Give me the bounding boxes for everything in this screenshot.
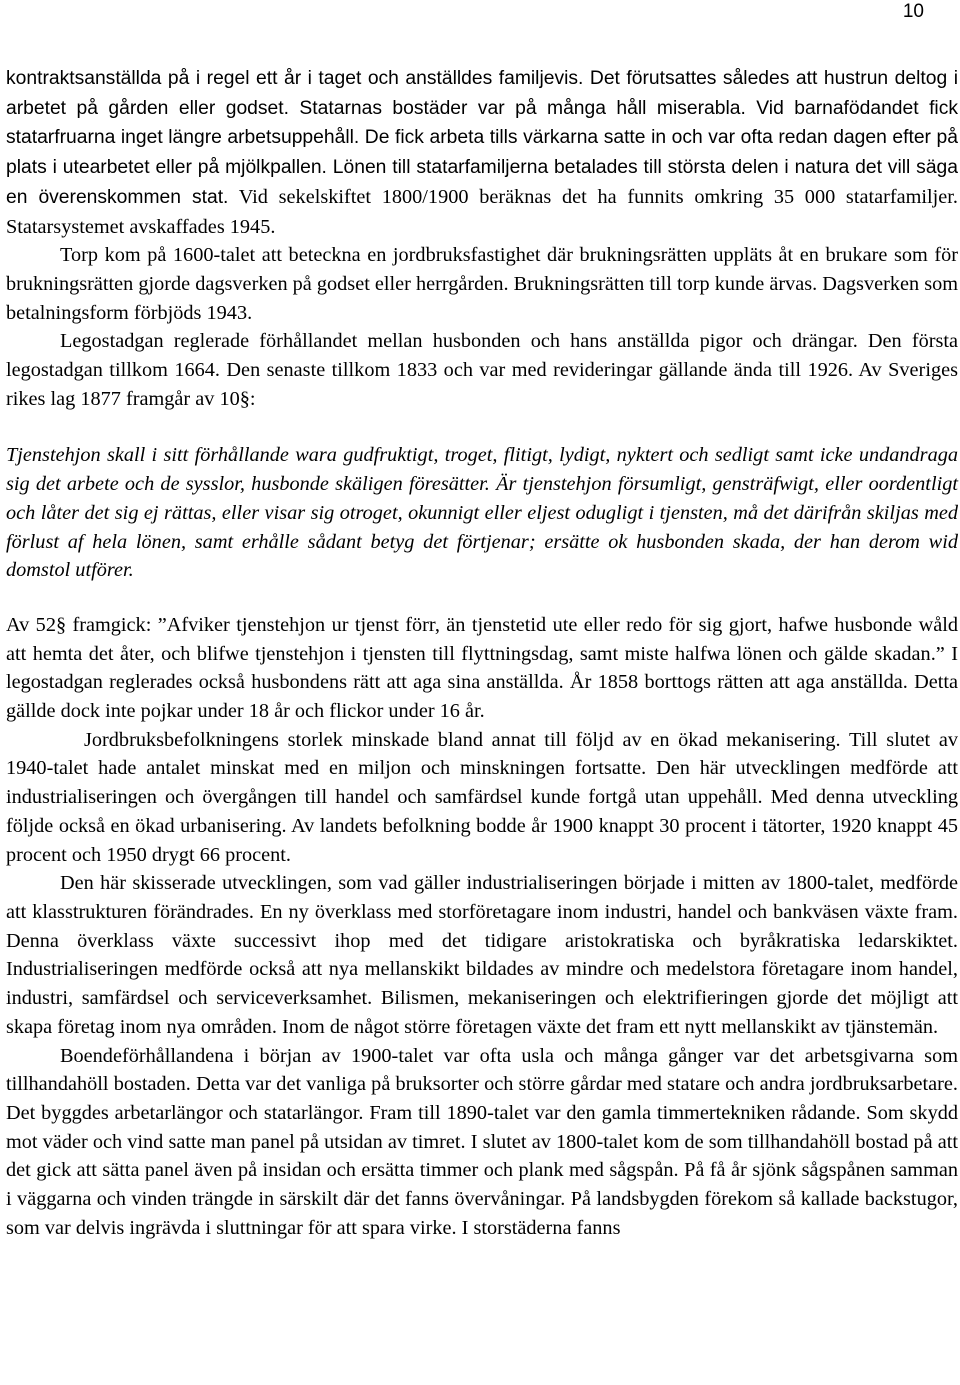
paragraph-boendeforhallanden: Boendeförhållandena i början av 1900-talet var ofta usla och många gånger var det arbetsgivarna som tillhandahöll bostaden. Detta var det vanliga på bruksorter och större gårdar med statare och andra jordbruksarbetare. Det byggdes arbetarlängor och statarlängor. Fram till 1890-talet var den gamla timmertekniken rådande. Som skydd mot väder och vind satte man panel på utsidan av timret. I slutet av 1800-talet kom de som tillhandahöll bostad på att det gick att sätta panel även på insidan och ersätta timmer och plank med sågspån. På få år sjönk sågspånen samman i väggarna och vinden trängde in särskilt där det fanns övervåningar. På landsbygden förekom så kallade backstugor, som var delvis ingrävda i sluttningar för att spara virke. I storstäderna fanns	[6, 1044, 958, 1239]
paragraph-statare	[6, 64, 958, 241]
paragraph-klasstruktur: Den här skisserade utvecklingen, som vad gäller industrialiseringen började i mitten av 1800-talet, medförde att klasstrukturen förändrades. En ny överklass med storföretagare inom industri, handel och bankväsen växte fram. Denna överklass växte successivt ihop med det tidigare aristokratiska och byråkratiska ledarskiktet. Industrialiseringen medförde också att nya mellanskikt bildades av mindre och medelstora företagare inom handel, industri, samfärdsel och serviceverksamhet. Bilismen, mekaniseringen och elektrifieringen gjorde det möjligt att skapa företag inom nya områden. Inom de något större företagen växte det fram ett nytt mellanskikt av tjänstemän.	[6, 872, 958, 1038]
paragraph-legostadgan: Legostadgan reglerade förhållandet mellan husbonden och hans anställda pigor och drängar. Den första legostadgan tillkom 1664. Den senaste tillkom 1833 och var med revideringar gällande ända till 1926. Av Sveriges rikes lag 1877 framgår av 10§:	[6, 330, 958, 410]
quote-tjenstehjon: Tjenstehjon skall i sitt förhållande wara gudfruktigt, troget, flitigt, lydigt, nyktert och sedligt samt icke undandraga sig det arbete och de sysslor, husbonde skäligen föresätter. Är tjenstehjon försumligt, gensträfwigt, eller oordentligt och låter det sig ej rättas, eller visar sig otroget, okunnigt eller eljest odugligt i tjensten, må det därifrån skiljas med förlust af hela lönen, samt erhålle sådant betyg det förtjenar; ersätte ok husbonden skada, der han derom wid domstol utförer.	[6, 444, 958, 582]
paragraph-52-paragraf: Av 52§ framgick: ”Afviker tjenstehjon ur tjenst förr, än tjenstetid ute eller redo för sig gjort, hafwe husbonde wåld att hemta det åter, och blifwe tjenstehjon i tjensten till flyttningsdag, samt miste halfwa lönen och gälde skadan.” I legostadgan reglerades också husbondens rätt att aga sina anställda. År 1858 borttogs rätten att aga anställda. Detta gällde dock inte pojkar under 18 år och flickor under 16 år.	[6, 613, 958, 723]
paragraph-torp: Torp kom på 1600-talet att beteckna en jordbruksfastighet där brukningsrätten uppläts åt en brukare som för brukningsrätten gjorde dagsverken på godset eller herrgården. Brukningsrätten till torp kunde ärvas. Dagsverken som betalningsform förbjöds 1943.	[6, 244, 959, 324]
document-body	[6, 64, 958, 1242]
paragraph-statare-sans-text: kontraktsanställda på i regel ett år i taget och anställdes familjevis. Det förutsattes således att hustrun deltog i arbetet på gården eller godset. Statarnas bostäder var på många håll miserabla. Vid barnafödandet fick statarfruarna inget längre arbetsuppehåll. De fick arbeta tills värkarna satte in och var ofta redan dagen efter på plats i utearbetet eller på mjölkpallen. Lönen till statarfamiljerna betalades till största delen i natura det vill säga en överenskommen stat.	[6, 68, 958, 208]
paragraph-statare-serif-text: Vid sekelskiftet 1800/1900 beräknas det ha funnits omkring 35 000 statarfamiljer. Statarsystemet avskaffades 1945.	[6, 185, 958, 238]
page-number: 10	[902, 1, 924, 22]
paragraph-jordbruksbefolkning: Jordbruksbefolkningens storlek minskade bland annat till följd av en ökad mekanisering. Till slutet av 1940-talet hade antalet minskat med en miljon och minskningen fortsatte. Den här utvecklingen medförde att industrialiseringen och övergången till handel och samfärdsel kunde fortgå utan uppehåll. Med denna utveckling följde också en ökad urbanisering. Av landets befolkning bodde år 1900 knappt 30 procent i tätorter, 1920 knappt 45 procent och 1950 drygt 66 procent.	[6, 728, 958, 866]
